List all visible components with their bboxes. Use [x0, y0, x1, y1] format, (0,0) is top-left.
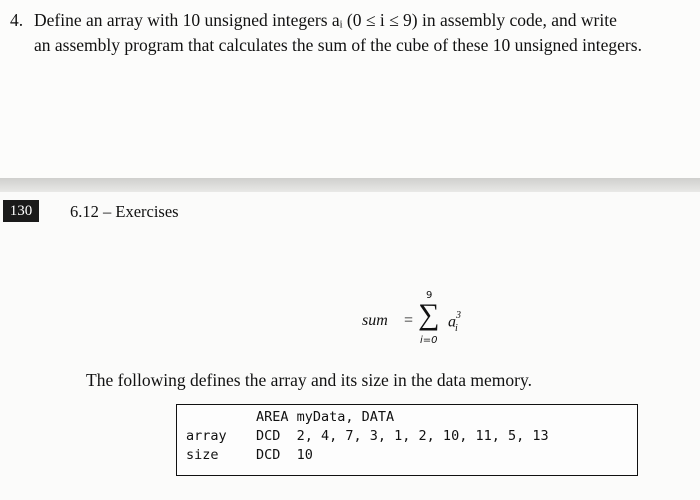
question-page	[0, 0, 700, 178]
code-line-size: DCD 10	[256, 447, 313, 463]
page-number: 130	[3, 200, 39, 222]
term-base: a	[448, 313, 456, 331]
code-line-array: DCD 2, 4, 7, 3, 1, 2, 10, 11, 5, 13	[256, 428, 549, 444]
formula-lhs: sum	[362, 312, 388, 329]
term-subscript: i	[455, 322, 458, 334]
code-block	[176, 404, 638, 476]
code-label-array: array	[186, 428, 227, 444]
textbook-page	[0, 192, 700, 500]
formula-sigma: ∑	[418, 298, 440, 331]
formula-lower-limit: i=0	[420, 335, 438, 346]
formula-term	[448, 310, 461, 334]
page-divider	[0, 178, 700, 192]
question-text	[10, 8, 690, 58]
question-line-1: Define an array with 10 unsigned integers aᵢ (0 ≤ i ≤ 9) in assembly code, and write	[34, 10, 617, 30]
code-line-area: AREA myData, DATA	[256, 409, 395, 425]
formula-upper-limit: 9	[426, 290, 433, 301]
sum-formula	[362, 290, 502, 350]
formula-equals: =	[404, 312, 414, 329]
question-number: 4.	[10, 10, 24, 30]
code-label-size: size	[186, 447, 219, 463]
question-line-2: an assembly program that calculates the sum of the cube of these 10 unsigned integers.	[34, 35, 642, 55]
term-exponent: 3	[456, 310, 461, 321]
intro-text: The following defines the array and its size in the data memory.	[86, 370, 532, 390]
section-title: 6.12 – Exercises	[70, 202, 179, 221]
